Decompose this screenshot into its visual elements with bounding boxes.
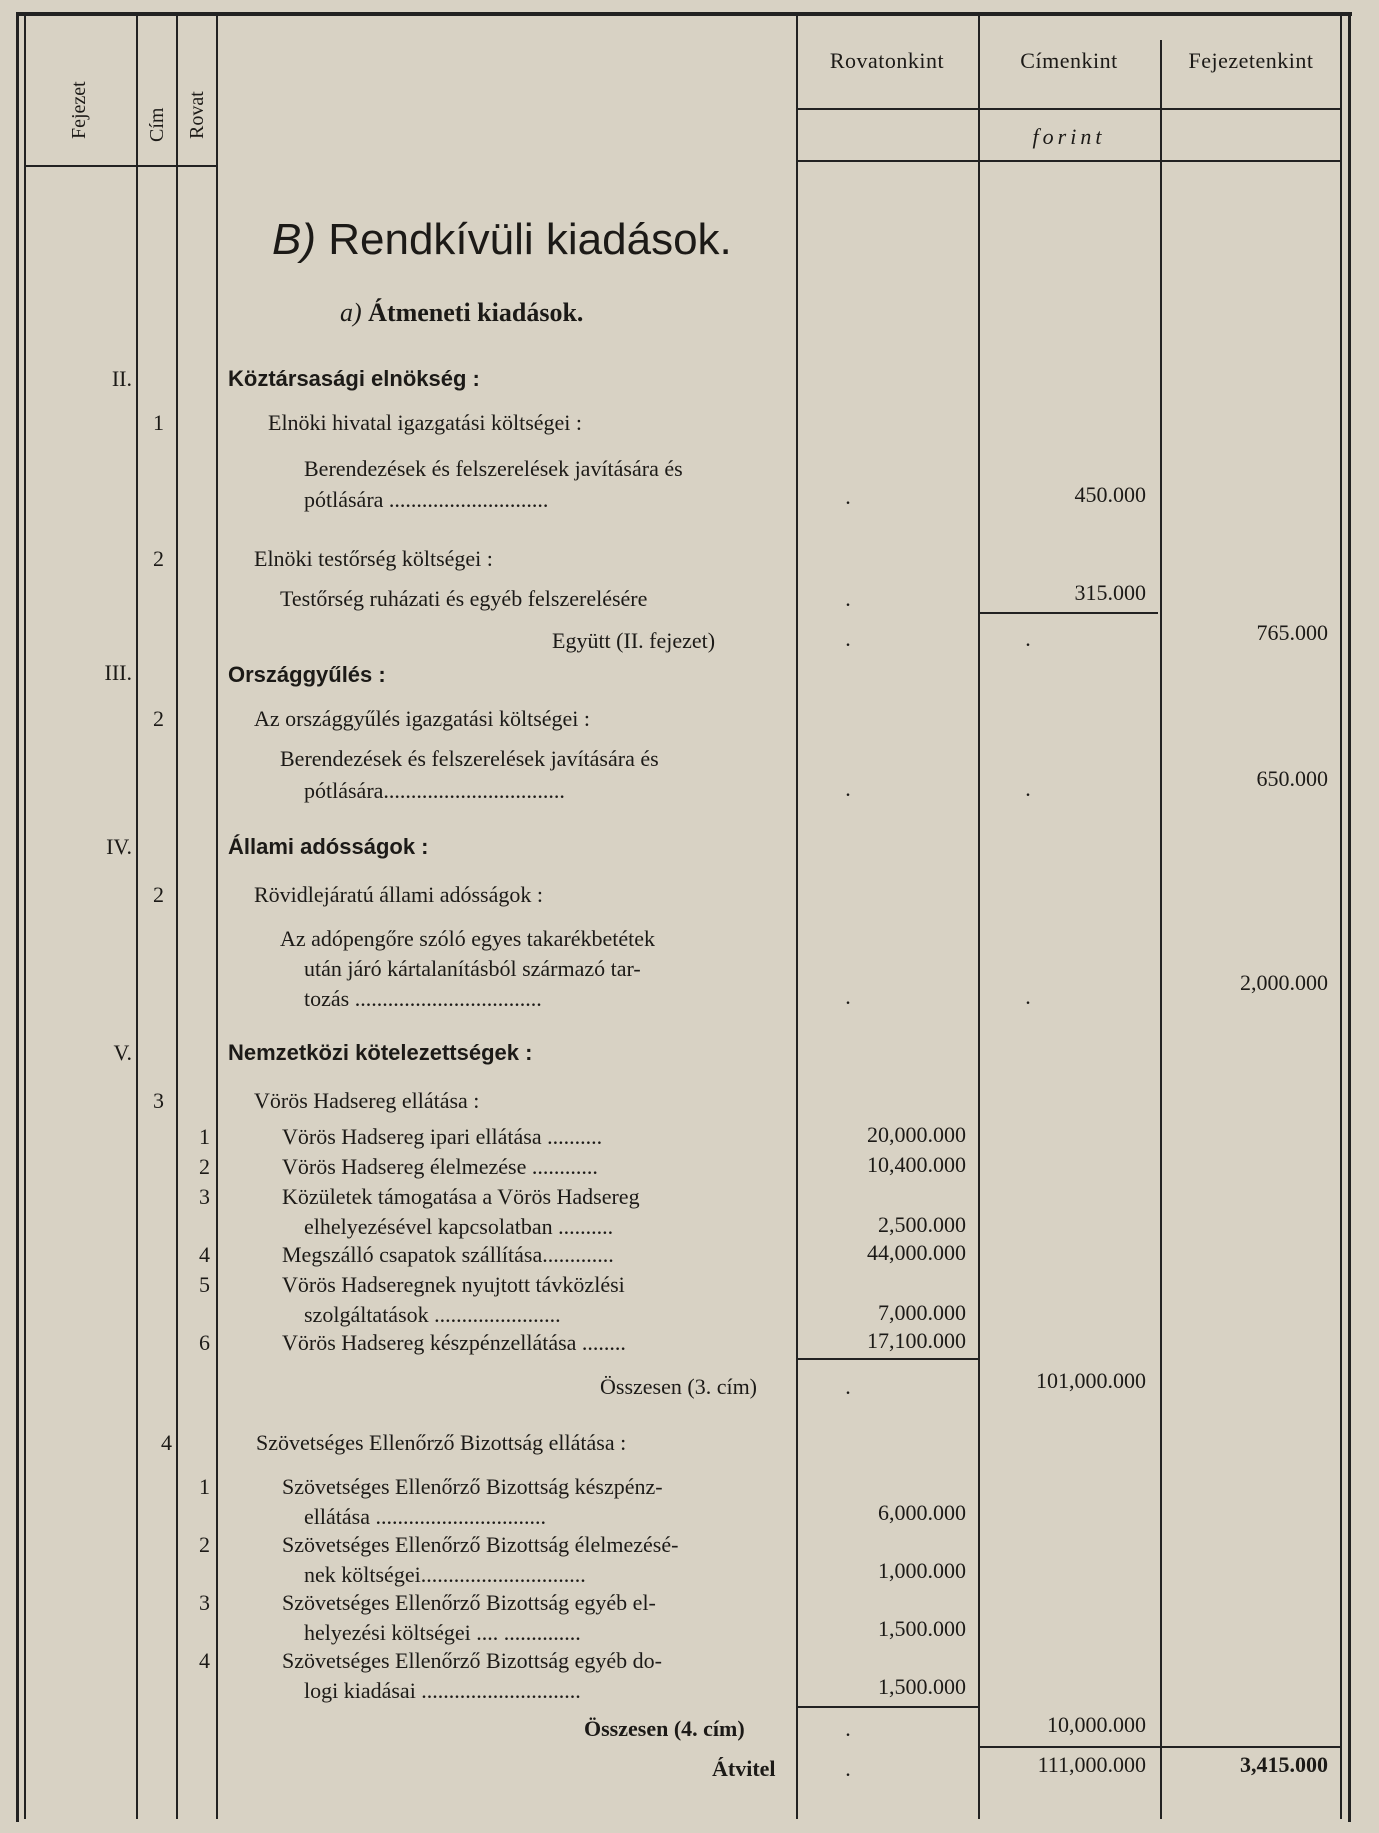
title-number: 4 bbox=[161, 1430, 172, 1455]
item-text: szolgáltatások ....................... bbox=[304, 1302, 561, 1327]
chapter-name: Állami adósságok : bbox=[228, 834, 429, 859]
header-rovat: Rovat bbox=[186, 91, 208, 139]
header-cim: Cím bbox=[146, 107, 168, 143]
rovat-number: 2 bbox=[199, 1532, 210, 1557]
rovat-number: 5 bbox=[199, 1272, 210, 1297]
rovat-value: 2,500.000 bbox=[878, 1212, 966, 1237]
fejezet-value: 3,415.000 bbox=[1240, 1752, 1328, 1777]
cim-value: 10,000.000 bbox=[1047, 1712, 1146, 1737]
rovat-value: 1,500.000 bbox=[878, 1616, 966, 1641]
rovat-value: . bbox=[845, 626, 851, 651]
fejezetenkint-col-rule bbox=[1160, 40, 1162, 1819]
title-number: 2 bbox=[153, 546, 164, 571]
chapter-name: Országgyűlés : bbox=[228, 662, 386, 687]
item-text: Szövetséges Ellenőrző Bizottság készpénz- bbox=[282, 1474, 663, 1499]
section-title-text: Rendkívüli kiadások. bbox=[328, 215, 732, 264]
chapter-number: IV. bbox=[106, 834, 132, 859]
fejezet-value: 765.000 bbox=[1256, 620, 1328, 645]
item-text: Berendezések és felszerelések javítására és bbox=[304, 456, 683, 481]
header-mid-right bbox=[796, 108, 1342, 110]
fejezet-value: 650.000 bbox=[1256, 766, 1328, 791]
title-total-label: Összesen (3. cím) bbox=[600, 1374, 758, 1399]
rovat-number: 1 bbox=[199, 1474, 210, 1499]
cim-col-rule bbox=[136, 14, 138, 1819]
rovat-value: 7,000.000 bbox=[878, 1300, 966, 1325]
item-text: Szövetséges Ellenőrző Bizottság egyéb do- bbox=[282, 1648, 663, 1673]
rovat-value: 17,100.000 bbox=[867, 1328, 966, 1353]
cim-value: . bbox=[1025, 984, 1031, 1009]
item-text: elhelyezésével kapcsolatban .......... bbox=[304, 1214, 614, 1239]
cimenkint-col-rule bbox=[978, 14, 980, 1819]
item-text: tozás .................................. bbox=[304, 986, 542, 1011]
rovat-value: 1,000.000 bbox=[878, 1558, 966, 1583]
chapter-number: V. bbox=[113, 1040, 132, 1065]
carry-label: Átvitel bbox=[712, 1756, 776, 1781]
title-number: 1 bbox=[153, 410, 164, 435]
text-col-rule bbox=[216, 14, 218, 1819]
fejezet-value: 2,000.000 bbox=[1240, 970, 1328, 995]
cim-value: 450.000 bbox=[1074, 482, 1146, 507]
rovat-value: . bbox=[845, 484, 851, 509]
rovat-number: 6 bbox=[199, 1330, 210, 1355]
cim-value: 315.000 bbox=[1074, 580, 1146, 605]
item-text: logi kiadásai ............................. bbox=[304, 1678, 581, 1703]
title-name: Vörös Hadsereg ellátása : bbox=[254, 1088, 480, 1113]
item-text: nek költségei.............................. bbox=[304, 1562, 586, 1587]
header-rovatonkint: Rovatonkint bbox=[829, 48, 945, 73]
cim-value: 101,000.000 bbox=[1036, 1368, 1146, 1393]
header-unit: forint bbox=[1032, 124, 1106, 149]
rovat-value: . bbox=[845, 1756, 851, 1781]
section-title bbox=[272, 215, 732, 265]
rovat-value: . bbox=[845, 984, 851, 1009]
header-bottom-left bbox=[24, 165, 216, 167]
rovat-value: 44,000.000 bbox=[867, 1240, 966, 1265]
title-name: Elnöki testőrség költségei : bbox=[254, 546, 493, 571]
header-bottom-right bbox=[796, 160, 1342, 162]
rovat-number: 2 bbox=[199, 1154, 210, 1179]
rovat-col-rule bbox=[176, 14, 178, 1819]
title-number: 3 bbox=[153, 1088, 164, 1113]
chapter-total-label: Együtt (II. fejezet) bbox=[552, 628, 716, 653]
inner-left-rule bbox=[24, 14, 26, 1819]
rovat-value: . bbox=[845, 586, 851, 611]
item-text: Vörös Hadsereg készpénzellátása ........ bbox=[282, 1330, 626, 1355]
title-total-label: Összesen (4. cím) bbox=[584, 1716, 745, 1741]
chapter-number: II. bbox=[111, 366, 132, 391]
rovat-number: 4 bbox=[199, 1648, 210, 1673]
item-text: pótlására ............................. bbox=[304, 487, 549, 512]
header-fejezet: Fejezet bbox=[68, 81, 90, 139]
title-name: Szövetséges Ellenőrző Bizottság ellátása : bbox=[256, 1430, 627, 1455]
item-text: Berendezések és felszerelések javítására és bbox=[280, 746, 659, 771]
outer-right-rule bbox=[1348, 12, 1351, 1822]
item-text: Szövetséges Ellenőrző Bizottság egyéb el- bbox=[282, 1590, 656, 1615]
item-text: Vörös Hadsereg élelmezése ............ bbox=[282, 1154, 598, 1179]
item-text: Szövetséges Ellenőrző Bizottság élelmezésé- bbox=[282, 1532, 679, 1557]
item-text: után járó kártalanításból származó tar- bbox=[304, 956, 641, 981]
chapter-number: III. bbox=[104, 660, 132, 685]
title-name: Elnöki hivatal igazgatási költségei : bbox=[268, 410, 583, 435]
chapter-name: Nemzetközi kötelezettségek : bbox=[228, 1040, 533, 1065]
item-text: Vörös Hadseregnek nyujtott távközlési bbox=[282, 1272, 625, 1297]
inner-right-rule bbox=[1340, 14, 1342, 1819]
item-text: ellátása ............................... bbox=[304, 1504, 546, 1529]
subtotal-rule bbox=[798, 1358, 978, 1360]
section-title-prefix: B) bbox=[272, 215, 316, 264]
item-text: Testőrség ruházati és egyéb felszerelésére bbox=[280, 586, 648, 611]
subtotal-rule bbox=[980, 612, 1158, 614]
section-subtitle-text: Átmeneti kiadások. bbox=[368, 298, 584, 327]
subtotal-rule bbox=[798, 1706, 978, 1708]
carry-rule bbox=[980, 1746, 1342, 1748]
item-text: Megszálló csapatok szállítása............. bbox=[282, 1242, 614, 1267]
rovatonkint-col-rule bbox=[796, 14, 798, 1819]
header-cimenkint: Címenkint bbox=[1020, 48, 1118, 73]
chapter-name: Köztársasági elnökség : bbox=[228, 366, 480, 391]
rovat-number: 4 bbox=[199, 1242, 210, 1267]
item-text: Közületek támogatása a Vörös Hadsereg bbox=[282, 1184, 640, 1209]
rovat-value: . bbox=[845, 1374, 851, 1399]
rovat-value: . bbox=[845, 776, 851, 801]
title-number: 2 bbox=[153, 706, 164, 731]
rovat-value: . bbox=[845, 1716, 851, 1741]
title-name: Rövidlejáratú állami adósságok : bbox=[254, 882, 543, 907]
cim-value: 111,000.000 bbox=[1037, 1752, 1146, 1777]
section-subtitle-prefix: a) bbox=[340, 298, 362, 327]
rovat-number: 3 bbox=[199, 1590, 210, 1615]
header-fejezetenkint: Fejezetenkint bbox=[1188, 48, 1314, 73]
rovat-number: 1 bbox=[199, 1124, 210, 1149]
outer-left-rule bbox=[16, 12, 19, 1822]
item-text: pótlására................................. bbox=[304, 778, 565, 803]
rovat-value: 1,500.000 bbox=[878, 1674, 966, 1699]
rovat-number: 3 bbox=[199, 1184, 210, 1209]
title-number: 2 bbox=[153, 882, 164, 907]
item-text: Az adópengőre szóló egyes takarékbetétek bbox=[280, 926, 656, 951]
title-name: Az országgyűlés igazgatási költségei : bbox=[254, 706, 591, 731]
cim-value: . bbox=[1025, 776, 1031, 801]
rovat-value: 6,000.000 bbox=[878, 1500, 966, 1525]
rovat-value: 10,400.000 bbox=[867, 1152, 966, 1177]
rovat-value: 20,000.000 bbox=[867, 1122, 966, 1147]
section-subtitle bbox=[340, 298, 583, 328]
item-text: Vörös Hadsereg ipari ellátása .......... bbox=[282, 1124, 603, 1149]
cim-value: . bbox=[1025, 626, 1031, 651]
item-text: helyezési költségei .... .............. bbox=[304, 1620, 581, 1645]
